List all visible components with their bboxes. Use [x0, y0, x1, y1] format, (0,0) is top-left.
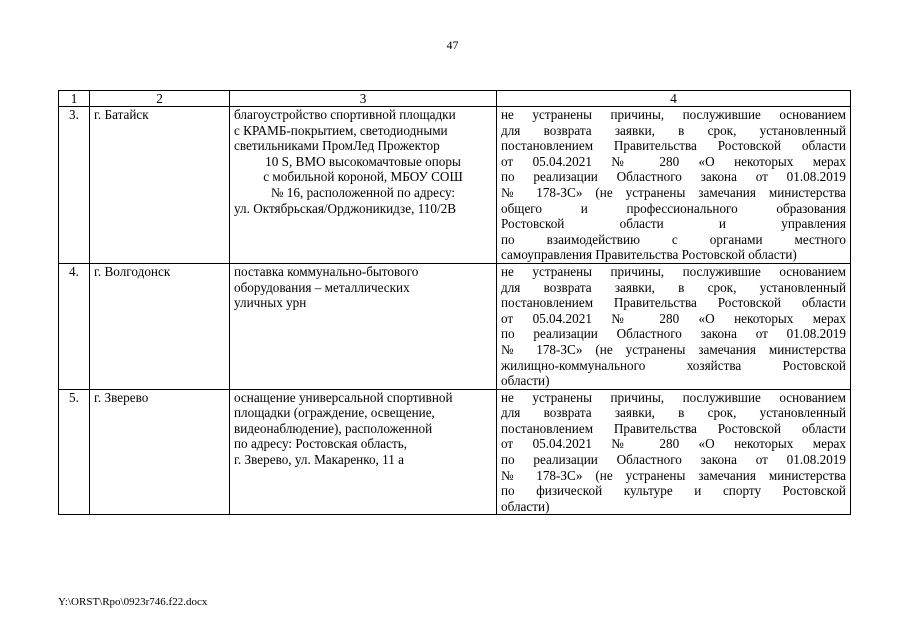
data-table: [58, 90, 851, 515]
page-number: 47: [446, 38, 459, 52]
object-description-line: площадки (ограждение, освещение,: [234, 405, 435, 421]
reason-line: по взаимодействию с органами местного: [501, 231, 846, 247]
table-row: [59, 107, 851, 264]
municipality-cell: г. Зверево: [90, 389, 230, 515]
object-description-line: 10 S, ВМО высокомачтовые опоры: [265, 153, 461, 169]
object-description-line: по адресу: Ростовская область,: [234, 436, 408, 452]
reason-line: от 05.04.2021 № 280 «О некоторых мерах: [501, 310, 846, 326]
municipality-cell: г. Волгодонск: [90, 263, 230, 389]
header-cell-2: 2: [90, 91, 230, 107]
table-header-row: [59, 91, 851, 107]
reason-line: по реализации Областного закона от 01.08.2019: [501, 169, 846, 185]
reason-line: самоуправления Правительства Ростовской области): [501, 247, 797, 263]
object-description-line: оборудования – металлических: [234, 279, 410, 295]
reason-line: от 05.04.2021 № 280 «О некоторых мерах: [501, 436, 846, 452]
reason-line: по физической культуре и спорту Ростовской: [501, 483, 846, 499]
header-cell-4: 4: [497, 91, 851, 107]
reason-line: № 178-ЗС» (не устранены замечания министерства: [501, 467, 846, 483]
object-description-line: ул. Октябрьская/Орджоникидзе, 110/2В: [234, 200, 457, 216]
reason-line: по реализации Областного закона от 01.08.2019: [501, 326, 846, 342]
header-cell-1: 1: [59, 91, 90, 107]
object-description-line: № 16, расположенной по адресу:: [270, 184, 456, 200]
object-description-line: видеонаблюдение), расположенной: [234, 420, 433, 436]
reason-line: для возврата заявки, в срок, установленный: [501, 405, 846, 421]
reason-line: области): [501, 498, 550, 514]
object-description-line: благоустройство спортивной площадки: [234, 107, 456, 122]
object-description-line: уличных урн: [234, 295, 307, 311]
municipality-cell: г. Батайск: [90, 107, 230, 264]
object-description-line: светильниками ПромЛед Прожектор: [234, 138, 440, 154]
header-cell-3: 3: [230, 91, 497, 107]
file-path-footer: Y:\ORST\Rpo\0923r746.f22.docx: [58, 596, 208, 608]
row-number: 3.: [59, 107, 90, 264]
reason-cell: [497, 389, 851, 515]
reason-line: постановлением Правительства Ростовской области: [501, 420, 846, 436]
table-row: [59, 389, 851, 515]
object-description-line: оснащение универсальной спортивной: [234, 389, 453, 405]
object-description-cell: [230, 389, 497, 515]
reason-line: не устранены причины, послужившие основанием: [501, 389, 846, 405]
reason-line: области): [501, 373, 550, 389]
reason-line: № 178-ЗС» (не устранены замечания министерства: [501, 184, 846, 200]
reason-line: не устранены причины, послужившие основанием: [501, 107, 846, 122]
reason-line: от 05.04.2021 № 280 «О некоторых мерах: [501, 153, 846, 169]
object-description-line: г. Зверево, ул. Макаренко, 11 а: [234, 452, 404, 468]
reason-line: по реализации Областного закона от 01.08.2019: [501, 452, 846, 468]
object-description-line: поставка коммунально-бытового: [234, 263, 419, 279]
reason-line: жилищно-коммунального хозяйства Ростовской: [501, 357, 846, 373]
reason-line: постановлением Правительства Ростовской области: [501, 138, 846, 154]
row-number: 4.: [59, 263, 90, 389]
object-description-cell: [230, 263, 497, 389]
reason-cell: [497, 107, 851, 264]
reason-cell: [497, 263, 851, 389]
object-description-line: с мобильной короной, МБОУ СОШ: [263, 169, 463, 185]
reason-line: № 178-ЗС» (не устранены замечания министерства: [501, 341, 846, 357]
reason-line: Ростовской области и управления: [501, 216, 846, 232]
reason-line: для возврата заявки, в срок, установленный: [501, 279, 846, 295]
table-body: [59, 107, 851, 515]
reason-line: не устранены причины, послужившие основанием: [501, 263, 846, 279]
object-description-line: с КРАМБ-покрытием, светодиодными: [234, 122, 448, 138]
table-row: [59, 263, 851, 389]
object-description-cell: [230, 107, 497, 264]
reason-line: общего и профессионального образования: [501, 200, 846, 216]
row-number: 5.: [59, 389, 90, 515]
reason-line: для возврата заявки, в срок, установленный: [501, 122, 846, 138]
reason-line: постановлением Правительства Ростовской области: [501, 295, 846, 311]
